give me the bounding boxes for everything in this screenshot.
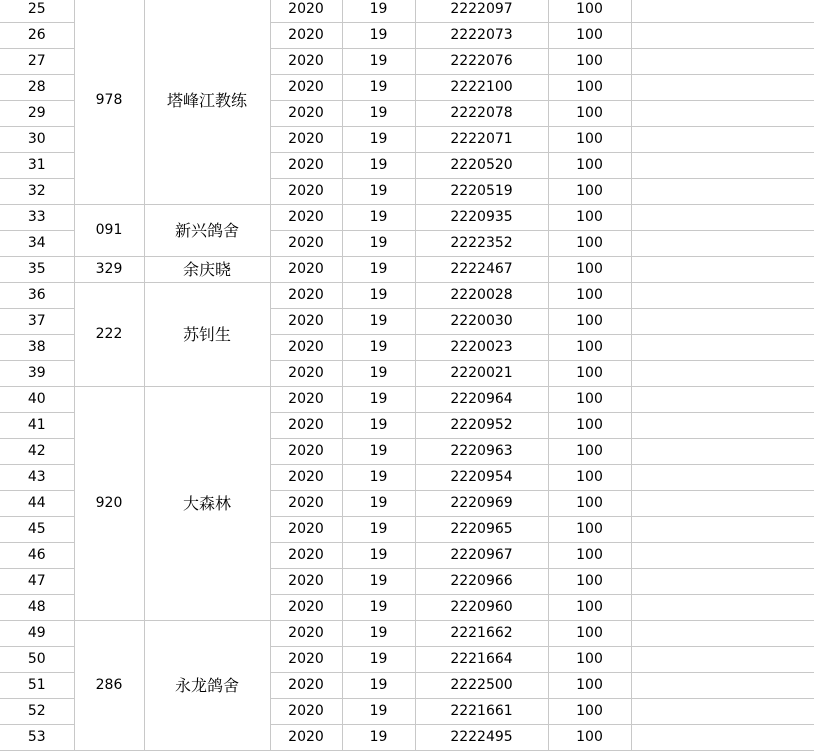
fee-cell[interactable]: 100 (548, 673, 631, 699)
member-name-cell[interactable]: 余庆晓 (144, 257, 270, 283)
ring-number-cell[interactable]: 2220960 (415, 595, 548, 621)
empty-cell[interactable] (631, 23, 814, 49)
ring-number-cell[interactable]: 2220952 (415, 413, 548, 439)
year-cell[interactable]: 2020 (270, 569, 342, 595)
member-name-cell[interactable]: 大森林 (144, 387, 270, 621)
fee-cell[interactable]: 100 (548, 179, 631, 205)
empty-cell[interactable] (631, 75, 814, 101)
empty-cell[interactable] (631, 257, 814, 283)
table-row (0, 257, 814, 283)
year-cell[interactable]: 2020 (270, 439, 342, 465)
empty-cell[interactable] (631, 699, 814, 725)
fee-cell[interactable]: 100 (548, 413, 631, 439)
row-number-cell[interactable]: 50 (0, 647, 74, 673)
member-code-cell[interactable]: 091 (74, 205, 144, 257)
empty-cell[interactable] (631, 153, 814, 179)
row-number-cell[interactable]: 45 (0, 517, 74, 543)
empty-cell[interactable] (631, 309, 814, 335)
year-cell[interactable]: 2020 (270, 127, 342, 153)
region-cell[interactable]: 19 (342, 361, 415, 387)
ring-number-cell[interactable]: 2220964 (415, 387, 548, 413)
fee-cell[interactable]: 100 (548, 257, 631, 283)
ring-number-cell[interactable]: 2220967 (415, 543, 548, 569)
region-cell[interactable]: 19 (342, 153, 415, 179)
region-cell[interactable]: 19 (342, 127, 415, 153)
empty-cell[interactable] (631, 439, 814, 465)
fee-cell[interactable]: 100 (548, 23, 631, 49)
row-number-cell[interactable]: 29 (0, 101, 74, 127)
fee-cell[interactable]: 100 (548, 231, 631, 257)
empty-cell[interactable] (631, 673, 814, 699)
region-cell[interactable]: 19 (342, 725, 415, 751)
region-cell[interactable]: 19 (342, 465, 415, 491)
year-cell[interactable]: 2020 (270, 647, 342, 673)
fee-cell[interactable]: 100 (548, 309, 631, 335)
year-cell[interactable]: 2020 (270, 465, 342, 491)
table-row (0, 387, 814, 413)
member-code-cell[interactable]: 286 (74, 621, 144, 751)
row-number-cell[interactable]: 43 (0, 465, 74, 491)
row-number-cell[interactable]: 31 (0, 153, 74, 179)
fee-cell[interactable]: 100 (548, 621, 631, 647)
fee-cell[interactable]: 100 (548, 725, 631, 751)
fee-cell[interactable]: 100 (548, 595, 631, 621)
year-cell[interactable]: 2020 (270, 335, 342, 361)
ring-number-cell[interactable]: 2222073 (415, 23, 548, 49)
year-cell[interactable]: 2020 (270, 153, 342, 179)
region-cell[interactable]: 19 (342, 75, 415, 101)
ring-number-cell[interactable]: 2220965 (415, 517, 548, 543)
ring-number-cell[interactable]: 2221664 (415, 647, 548, 673)
ring-number-cell[interactable]: 2220028 (415, 283, 548, 309)
empty-cell[interactable] (631, 543, 814, 569)
ring-number-cell[interactable]: 2222097 (415, 0, 548, 23)
year-cell[interactable]: 2020 (270, 595, 342, 621)
empty-cell[interactable] (631, 335, 814, 361)
region-cell[interactable]: 19 (342, 595, 415, 621)
region-cell[interactable]: 19 (342, 387, 415, 413)
region-cell[interactable]: 19 (342, 257, 415, 283)
region-cell[interactable]: 19 (342, 335, 415, 361)
table-row (0, 283, 814, 309)
ring-number-cell[interactable]: 2222076 (415, 49, 548, 75)
empty-cell[interactable] (631, 413, 814, 439)
year-cell[interactable]: 2020 (270, 205, 342, 231)
row-number-cell[interactable]: 34 (0, 231, 74, 257)
row-number-cell[interactable]: 26 (0, 23, 74, 49)
ring-number-cell[interactable]: 2220963 (415, 439, 548, 465)
region-cell[interactable]: 19 (342, 413, 415, 439)
year-cell[interactable]: 2020 (270, 101, 342, 127)
empty-cell[interactable] (631, 517, 814, 543)
fee-cell[interactable]: 100 (548, 439, 631, 465)
year-cell[interactable]: 2020 (270, 309, 342, 335)
fee-cell[interactable]: 100 (548, 0, 631, 23)
region-cell[interactable]: 19 (342, 699, 415, 725)
member-code-cell[interactable]: 222 (74, 283, 144, 387)
row-number-cell[interactable]: 51 (0, 673, 74, 699)
ring-number-cell[interactable]: 2220954 (415, 465, 548, 491)
ring-number-cell[interactable]: 2221661 (415, 699, 548, 725)
row-number-cell[interactable]: 42 (0, 439, 74, 465)
region-cell[interactable]: 19 (342, 517, 415, 543)
ring-number-cell[interactable]: 2222078 (415, 101, 548, 127)
table-row (0, 205, 814, 231)
ring-number-cell[interactable]: 2220520 (415, 153, 548, 179)
year-cell[interactable]: 2020 (270, 257, 342, 283)
row-number-cell[interactable]: 28 (0, 75, 74, 101)
year-cell[interactable]: 2020 (270, 699, 342, 725)
row-number-cell[interactable]: 49 (0, 621, 74, 647)
ring-number-cell[interactable]: 2220030 (415, 309, 548, 335)
row-number-cell[interactable]: 48 (0, 595, 74, 621)
fee-cell[interactable]: 100 (548, 569, 631, 595)
region-cell[interactable]: 19 (342, 621, 415, 647)
row-number-cell[interactable]: 53 (0, 725, 74, 751)
member-code-cell[interactable]: 978 (74, 0, 144, 205)
region-cell[interactable]: 19 (342, 569, 415, 595)
row-number-cell[interactable]: 37 (0, 309, 74, 335)
row-number-cell[interactable]: 47 (0, 569, 74, 595)
ring-number-cell[interactable]: 2222100 (415, 75, 548, 101)
ring-number-cell[interactable]: 2220519 (415, 179, 548, 205)
row-number-cell[interactable]: 41 (0, 413, 74, 439)
empty-cell[interactable] (631, 127, 814, 153)
row-number-cell[interactable]: 30 (0, 127, 74, 153)
row-number-cell[interactable]: 40 (0, 387, 74, 413)
year-cell[interactable]: 2020 (270, 413, 342, 439)
region-cell[interactable]: 19 (342, 231, 415, 257)
region-cell[interactable]: 19 (342, 543, 415, 569)
row-number-cell[interactable]: 25 (0, 0, 74, 23)
fee-cell[interactable]: 100 (548, 75, 631, 101)
ring-number-cell[interactable]: 2222071 (415, 127, 548, 153)
empty-cell[interactable] (631, 725, 814, 751)
year-cell[interactable]: 2020 (270, 179, 342, 205)
fee-cell[interactable]: 100 (548, 387, 631, 413)
year-cell[interactable]: 2020 (270, 673, 342, 699)
empty-cell[interactable] (631, 465, 814, 491)
region-cell[interactable]: 19 (342, 101, 415, 127)
empty-cell[interactable] (631, 621, 814, 647)
ring-number-cell[interactable]: 2222467 (415, 257, 548, 283)
year-cell[interactable]: 2020 (270, 725, 342, 751)
year-cell[interactable]: 2020 (270, 75, 342, 101)
region-cell[interactable]: 19 (342, 179, 415, 205)
region-cell[interactable]: 19 (342, 491, 415, 517)
year-cell[interactable]: 2020 (270, 23, 342, 49)
fee-cell[interactable]: 100 (548, 465, 631, 491)
ring-number-cell[interactable]: 2222500 (415, 673, 548, 699)
row-number-cell[interactable]: 46 (0, 543, 74, 569)
ring-number-cell[interactable]: 2220969 (415, 491, 548, 517)
year-cell[interactable]: 2020 (270, 387, 342, 413)
empty-cell[interactable] (631, 491, 814, 517)
ring-number-cell[interactable]: 2220023 (415, 335, 548, 361)
row-number-cell[interactable]: 44 (0, 491, 74, 517)
fee-cell[interactable]: 100 (548, 335, 631, 361)
region-cell[interactable]: 19 (342, 49, 415, 75)
empty-cell[interactable] (631, 49, 814, 75)
empty-cell[interactable] (631, 595, 814, 621)
member-code-cell[interactable]: 329 (74, 257, 144, 283)
row-number-cell[interactable]: 32 (0, 179, 74, 205)
year-cell[interactable]: 2020 (270, 543, 342, 569)
ring-number-cell[interactable]: 2220966 (415, 569, 548, 595)
fee-cell[interactable]: 100 (548, 543, 631, 569)
row-number-cell[interactable]: 52 (0, 699, 74, 725)
empty-cell[interactable] (631, 231, 814, 257)
empty-cell[interactable] (631, 387, 814, 413)
fee-cell[interactable]: 100 (548, 361, 631, 387)
year-cell[interactable]: 2020 (270, 283, 342, 309)
row-number-cell[interactable]: 36 (0, 283, 74, 309)
region-cell[interactable]: 19 (342, 23, 415, 49)
region-cell[interactable]: 19 (342, 309, 415, 335)
fee-cell[interactable]: 100 (548, 283, 631, 309)
empty-cell[interactable] (631, 569, 814, 595)
fee-cell[interactable]: 100 (548, 647, 631, 673)
empty-cell[interactable] (631, 361, 814, 387)
year-cell[interactable]: 2020 (270, 0, 342, 23)
region-cell[interactable]: 19 (342, 0, 415, 23)
ring-number-cell[interactable]: 2222495 (415, 725, 548, 751)
empty-cell[interactable] (631, 283, 814, 309)
region-cell[interactable]: 19 (342, 205, 415, 231)
fee-cell[interactable]: 100 (548, 127, 631, 153)
member-name-cell[interactable]: 塔峰江教练 (144, 0, 270, 205)
ring-number-cell[interactable]: 2222352 (415, 231, 548, 257)
row-number-cell[interactable]: 33 (0, 205, 74, 231)
empty-cell[interactable] (631, 179, 814, 205)
fee-cell[interactable]: 100 (548, 205, 631, 231)
region-cell[interactable]: 19 (342, 673, 415, 699)
year-cell[interactable]: 2020 (270, 231, 342, 257)
empty-cell[interactable] (631, 647, 814, 673)
member-name-cell[interactable]: 苏钊生 (144, 283, 270, 387)
region-cell[interactable]: 19 (342, 647, 415, 673)
fee-cell[interactable]: 100 (548, 491, 631, 517)
year-cell[interactable]: 2020 (270, 517, 342, 543)
fee-cell[interactable]: 100 (548, 153, 631, 179)
member-name-cell[interactable]: 新兴鸽舍 (144, 205, 270, 257)
region-cell[interactable]: 19 (342, 439, 415, 465)
row-number-cell[interactable]: 39 (0, 361, 74, 387)
row-number-cell[interactable]: 27 (0, 49, 74, 75)
ring-number-cell[interactable]: 2220935 (415, 205, 548, 231)
member-name-cell[interactable]: 永龙鸽舍 (144, 621, 270, 751)
table-row (0, 621, 814, 647)
empty-cell[interactable] (631, 0, 814, 23)
region-cell[interactable]: 19 (342, 283, 415, 309)
fee-cell[interactable]: 100 (548, 517, 631, 543)
table-row (0, 0, 814, 23)
year-cell[interactable]: 2020 (270, 361, 342, 387)
fee-cell[interactable]: 100 (548, 49, 631, 75)
row-number-cell[interactable]: 35 (0, 257, 74, 283)
fee-cell[interactable]: 100 (548, 699, 631, 725)
row-number-cell[interactable]: 38 (0, 335, 74, 361)
ring-number-cell[interactable]: 2220021 (415, 361, 548, 387)
fee-cell[interactable]: 100 (548, 101, 631, 127)
ring-number-cell[interactable]: 2221662 (415, 621, 548, 647)
year-cell[interactable]: 2020 (270, 621, 342, 647)
empty-cell[interactable] (631, 101, 814, 127)
member-code-cell[interactable]: 920 (74, 387, 144, 621)
year-cell[interactable]: 2020 (270, 49, 342, 75)
year-cell[interactable]: 2020 (270, 491, 342, 517)
empty-cell[interactable] (631, 205, 814, 231)
